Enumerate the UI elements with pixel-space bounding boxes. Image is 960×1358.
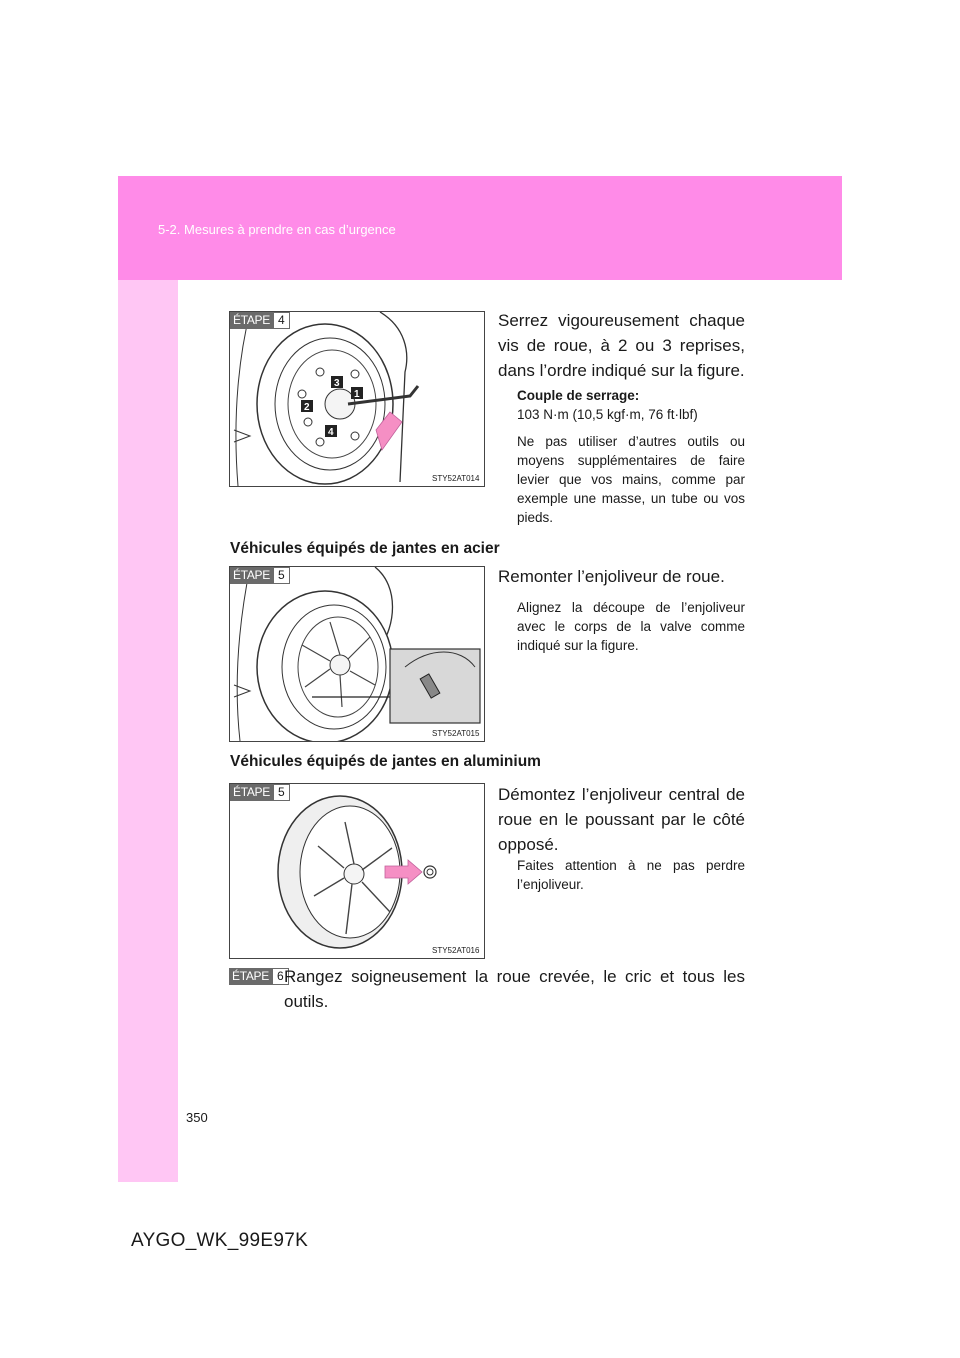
step5-steel-note: Alignez la découpe de l’enjoliveur avec le corps de la valve comme indiqué sur la figure. [517, 600, 745, 653]
step-badge-word: ÉTAPE [230, 567, 273, 584]
step-badge-word: ÉTAPE [230, 784, 273, 801]
alu-wheels-heading: Véhicules équipés de jantes en aluminium [230, 753, 541, 770]
step-badge-5-steel [230, 567, 290, 584]
nut-label-1: 1 [354, 389, 360, 400]
step-badge-6 [229, 968, 289, 985]
step-badge-number: 6 [272, 968, 289, 985]
page-number: 350 [186, 1110, 208, 1125]
step-badge-number: 5 [273, 784, 290, 801]
step4-text: Serrez vigoureusement chaque vis de roue, à 2 ou 3 reprises, dans l’ordre indiqué sur la figure. [498, 311, 745, 380]
figure-code: STY52AT016 [432, 946, 480, 955]
torque-value: 103 N·m (10,5 kgf·m, 76 ft·lbf) [517, 407, 698, 422]
figure-code: STY52AT015 [432, 729, 480, 738]
step4-torque [517, 386, 745, 424]
steel-wheels-heading: Véhicules équipés de jantes en acier [230, 540, 500, 557]
step4-warning: Ne pas utiliser d’autres outils ou moyens supplémentaires de faire levier que vos mains, comme par exemple une masse, un tube ou vos pieds. [517, 434, 745, 525]
nut-label-4: 4 [328, 427, 334, 438]
figure-code: STY52AT014 [432, 474, 480, 483]
nut-label-3: 3 [334, 378, 340, 389]
step-badge-4 [230, 312, 290, 329]
step-badge-5-alu [230, 784, 290, 801]
figure-alu-wheel-cap [229, 783, 485, 959]
figure-steel-wheel-cap [229, 566, 485, 742]
section-title: 5-2. Mesures à prendre en cas d’urgence [158, 222, 396, 237]
step6-text: Rangez soigneusement la roue crevée, le cric et tous les outils. [284, 967, 745, 1011]
step5-steel-text: Remonter l’enjoliveur de roue. [498, 567, 725, 586]
wheel-cap-illustration [230, 567, 484, 741]
figure-tighten-nuts [229, 311, 485, 487]
torque-label: Couple de serrage: [517, 388, 640, 403]
step-badge-word: ÉTAPE [230, 312, 273, 329]
step5-alu-note: Faites attention à ne pas perdre l’enjoliveur. [517, 858, 745, 892]
step5-alu-text: Démontez l’enjoliveur central de roue en le poussant par le côté opposé. [498, 785, 745, 854]
wheel-wrench-illustration [230, 312, 484, 486]
step-badge-number: 5 [273, 567, 290, 584]
alu-wheel-illustration [230, 784, 484, 958]
step-badge-number: 4 [273, 312, 290, 329]
side-band [118, 280, 178, 1182]
step-badge-word: ÉTAPE [229, 968, 272, 985]
document-code: AYGO_WK_99E97K [131, 1230, 309, 1251]
nut-label-2: 2 [304, 402, 310, 413]
